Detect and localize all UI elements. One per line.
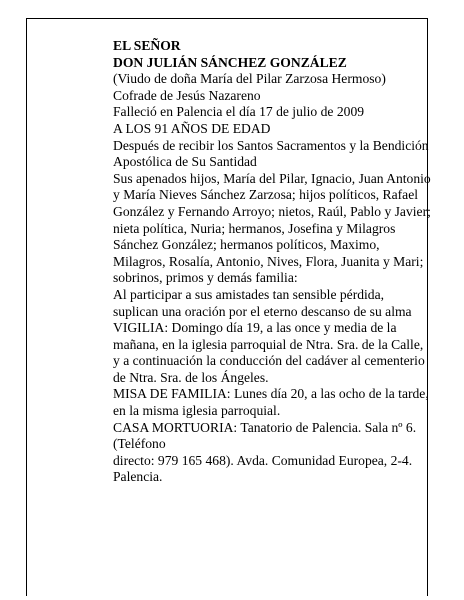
obituary-notice bbox=[113, 38, 431, 486]
prayer-request-paragraph: Al participar a sus amistades tan sensible pérdida, suplican una oración por el eterno descanso de su alma bbox=[113, 286, 412, 319]
sacraments-paragraph: Después de recibir los Santos Sacramentos y la Bendición Apostólica de Su Santidad bbox=[113, 137, 429, 170]
notice-title-name: DON JULIÁN SÁNCHEZ GONZÁLEZ bbox=[113, 54, 347, 70]
family-mass-paragraph: MISA DE FAMILIA: Lunes día 20, a las ocho de la tarde, en la misma iglesia parroquial. bbox=[113, 386, 429, 419]
widower-line: (Viudo de doña María del Pilar Zarzosa Hermoso) bbox=[113, 71, 386, 87]
confraternity-line: Cofrade de Jesús Nazareno bbox=[113, 87, 261, 103]
age-line: A LOS 91 AÑOS DE EDAD bbox=[113, 120, 271, 136]
family-paragraph: Sus apenados hijos, María del Pilar, Ignacio, Juan Antonio y María Nieves Sánchez Zarzosa; hijos políticos, Rafael González y Fernando Arroyo; nietos, Raúl, Pablo y Javier; nieta política, Nuria; hermanos, Josefina y Milagros Sánchez González; hermanos políticos, Maximo, Milagros, Rosalía, Antonio, Nives, Flora, Juanita y Mari; sobrinos, primos y demás familia: bbox=[113, 170, 431, 286]
death-date-line: Falleció en Palencia el día 17 de julio de 2009 bbox=[113, 104, 365, 120]
vigil-paragraph: VIGILIA: Domingo día 19, a las once y media de la mañana, en la iglesia parroquial de Ntra. Sra. de la Calle, y a continuación la conducción del cadáver al cementerio de Ntra. Sra. de los Ángeles. bbox=[113, 320, 425, 385]
funeral-home-line-1: CASA MORTUORIA: Tanatorio de Palencia. Sala nº 6. (Teléfono bbox=[113, 419, 417, 452]
funeral-home-line-2: directo: 979 165 468). Avda. Comunidad Europea, 2-4. Palencia. bbox=[113, 452, 413, 485]
notice-title-line-1: EL SEÑOR bbox=[113, 38, 181, 53]
